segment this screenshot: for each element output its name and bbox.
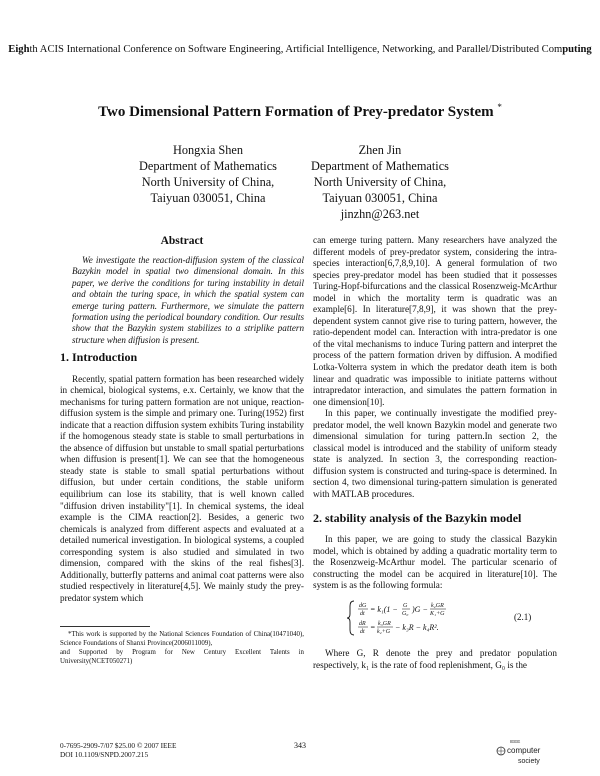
section-2-paragraph-2-block — [313, 648, 557, 671]
author-university: North University of China, — [141, 175, 275, 189]
svg-text:dR: dR — [359, 621, 366, 627]
svg-text:dt: dt — [360, 629, 365, 635]
author-city: Taiyuan 030051, China — [150, 191, 266, 205]
left-column-section-1 — [60, 352, 304, 604]
footer-doi: DOI 10.1109/SNPD.2007.215 — [60, 750, 149, 759]
equation-line-2 — [358, 621, 439, 635]
equation-number: (2.1) — [514, 612, 532, 622]
logo-mark: IEEE — [510, 739, 521, 744]
footnote-rule — [60, 626, 150, 627]
svg-text:G: G — [403, 603, 408, 609]
section-1-paragraph-1-continued: can emerge turing pattern. Many researchers have analyzed the different models of prey-predator system, considering the intra-species interaction[6,7,8,9,10]. A general formulation of two species prey-predator model has been studied that it possesses Turing-Hopf-bifurcations and the classical Rosenzweig-McArthur model in which the mortality term is quadratic was an example[6]. In literature[7,8,9], it was shown that the prey-dependent system cannot give rise to turing pattern, however, the ratio-dependent model can. Interaction with intra-predator is one of the vital mechanisms to induce Turing pattern and interpret the process of the pattern formation driven by diffusion. A modified Lotka-Volterra system in which the predator death item is both linear and quadratic was impossible to initiate patterns without intrapredator interaction, and simulates the pattern formation in one dimension[10]. — [313, 235, 557, 407]
section-1-paragraph-2: In this paper, we continually investigate the modified prey-predator model, the well known Bazykin model and generate two dimensional simulation for turing pattern.In section 2, the classical model is introduced and the stability of uniform steady state is analyzed. In section 3, the corresponding reaction-diffusion system is constructed and turing-space is determined. In section 4, two dimensional turing-pattern simulation is generated with MATLAB procedures. — [313, 408, 557, 500]
author-name: Hongxia Shen — [172, 143, 244, 157]
svg-text:= k₁(1 −: = k₁(1 − — [370, 605, 398, 614]
author-department: Department of Mathematics — [139, 159, 277, 173]
author-block-2 — [270, 142, 490, 222]
svg-text:k₂+G: k₂+G — [377, 629, 391, 635]
footer-isbn: 0-7695-2909-7/07 $25.00 © 2007 IEEE — [60, 741, 177, 750]
conference-suffix: puting — [562, 44, 592, 55]
svg-text:dt: dt — [360, 611, 365, 617]
svg-text:− k₃R − k₄R².: − k₃R − k₄R². — [395, 623, 439, 632]
author-university: North University of China, — [313, 175, 447, 189]
svg-text:dG: dG — [359, 603, 367, 609]
equation-brace — [347, 601, 354, 635]
svg-text:k₂GR: k₂GR — [431, 603, 444, 609]
section-1-heading: 1. Introduction — [60, 350, 138, 364]
section-1-paragraph-1: Recently, spatial pattern formation has been researched widely in chemical, biological systems, e.x. Certainly, we know that the mechanisms for turing pattern formation are not unique, reaction-diffusion system is the simple and primary one. Turing(1952) first indicate that a reaction diffusion system exhibits Turing instability if the homogenous steady state is stable to small perturbations in the absence of diffusion but unstable to small spatial perturbations when diffusion is present[1]. We can see that the homogeneous steady state is stable to small spatial perturbations without diffusion, but under certain conditions, the stable uniform equilibrium can lose its stability, that is well known called "diffusion driven instability"[1]. In chemical systems, the ideal example is the CIMA reaction[2]. Besides, a generic two chemicals is analyzed from different aspects and evaluated at a detailed numerical investigation. In biological systems, a coupled corresponding system is also studied and simulated in two dimension, compared with the skins of the real fishes[3]. Additionally, butterfly patterns and animal coat patterns were also studied respectively in literature[4,5]. We mainly study the prey-predator system which — [60, 373, 304, 603]
page-number: 343 — [294, 741, 306, 750]
paper-title — [0, 102, 600, 121]
author-email: jinzhn@263.net — [340, 207, 420, 221]
author-name: Zhen Jin — [358, 143, 402, 157]
svg-text:k₃GR: k₃GR — [378, 621, 391, 627]
svg-text:=: = — [370, 623, 376, 632]
author-department: Department of Mathematics — [311, 159, 449, 173]
equation-2-1 — [346, 600, 540, 636]
paper-title-text: Two Dimensional Pattern Formation of Prey-predator System — [98, 104, 494, 120]
logo-line-2: society — [518, 758, 540, 765]
footnote-text-1: *This work is supported by the National Sciences Foundation of China(10471040), Science Foundations of Shanxi Province(2006011009), — [60, 631, 304, 648]
logo-line-1: computer — [507, 746, 541, 755]
footnote — [60, 630, 304, 666]
equation-line-1 — [358, 603, 446, 617]
title-footnote-mark: * — [497, 102, 502, 112]
svg-text:)G −: )G − — [412, 605, 428, 614]
footnote-text-2: and Supported by Program for New Century Excellent Talents in University(NCET050271) — [60, 649, 304, 666]
author-city: Taiyuan 030051, China — [322, 191, 438, 205]
section-2-paragraph-1: In this paper, we are going to study the classical Bazykin model, which is obtained by adding a quadratic mortality term to the Rosenzweig-McArthur model. The particular scenario of constructing the model can be acquired in literature[10]. The system is as the following formula: — [313, 534, 557, 591]
abstract-text: We investigate the reaction-diffusion system of the classical Bazykin model in spatial two dimensional domain. In this paper, we derive the conditions for turing instability in detail and obtain the turing space, in which the spatial system can emerge turing pattern. Furthermore, we simulate the pattern formation using the periodical boundary condition. Our results show that the Bazykin system stabilizes to a striplike pattern structure when diffusion is present. — [72, 255, 304, 345]
ieee-computer-society-logo — [494, 738, 544, 768]
svg-text:G₀: G₀ — [402, 611, 409, 617]
section-2-paragraph-2: Where G, R denote the prey and predator population respectively, k₁ is the rate of food replenishment, G₀ is the — [313, 648, 557, 670]
right-column — [313, 235, 557, 592]
conference-prefix: Eigh — [8, 44, 30, 55]
abstract-heading: Abstract — [160, 235, 204, 247]
conference-name: th ACIS International Conference on Software Engineering, Artificial Intelligence, Networking, and Parallel/Distributed Com — [29, 44, 563, 55]
svg-text:K₁+G: K₁+G — [430, 611, 445, 617]
conference-header — [0, 44, 600, 55]
section-2-heading: 2. stability analysis of the Bazykin model — [313, 510, 522, 525]
